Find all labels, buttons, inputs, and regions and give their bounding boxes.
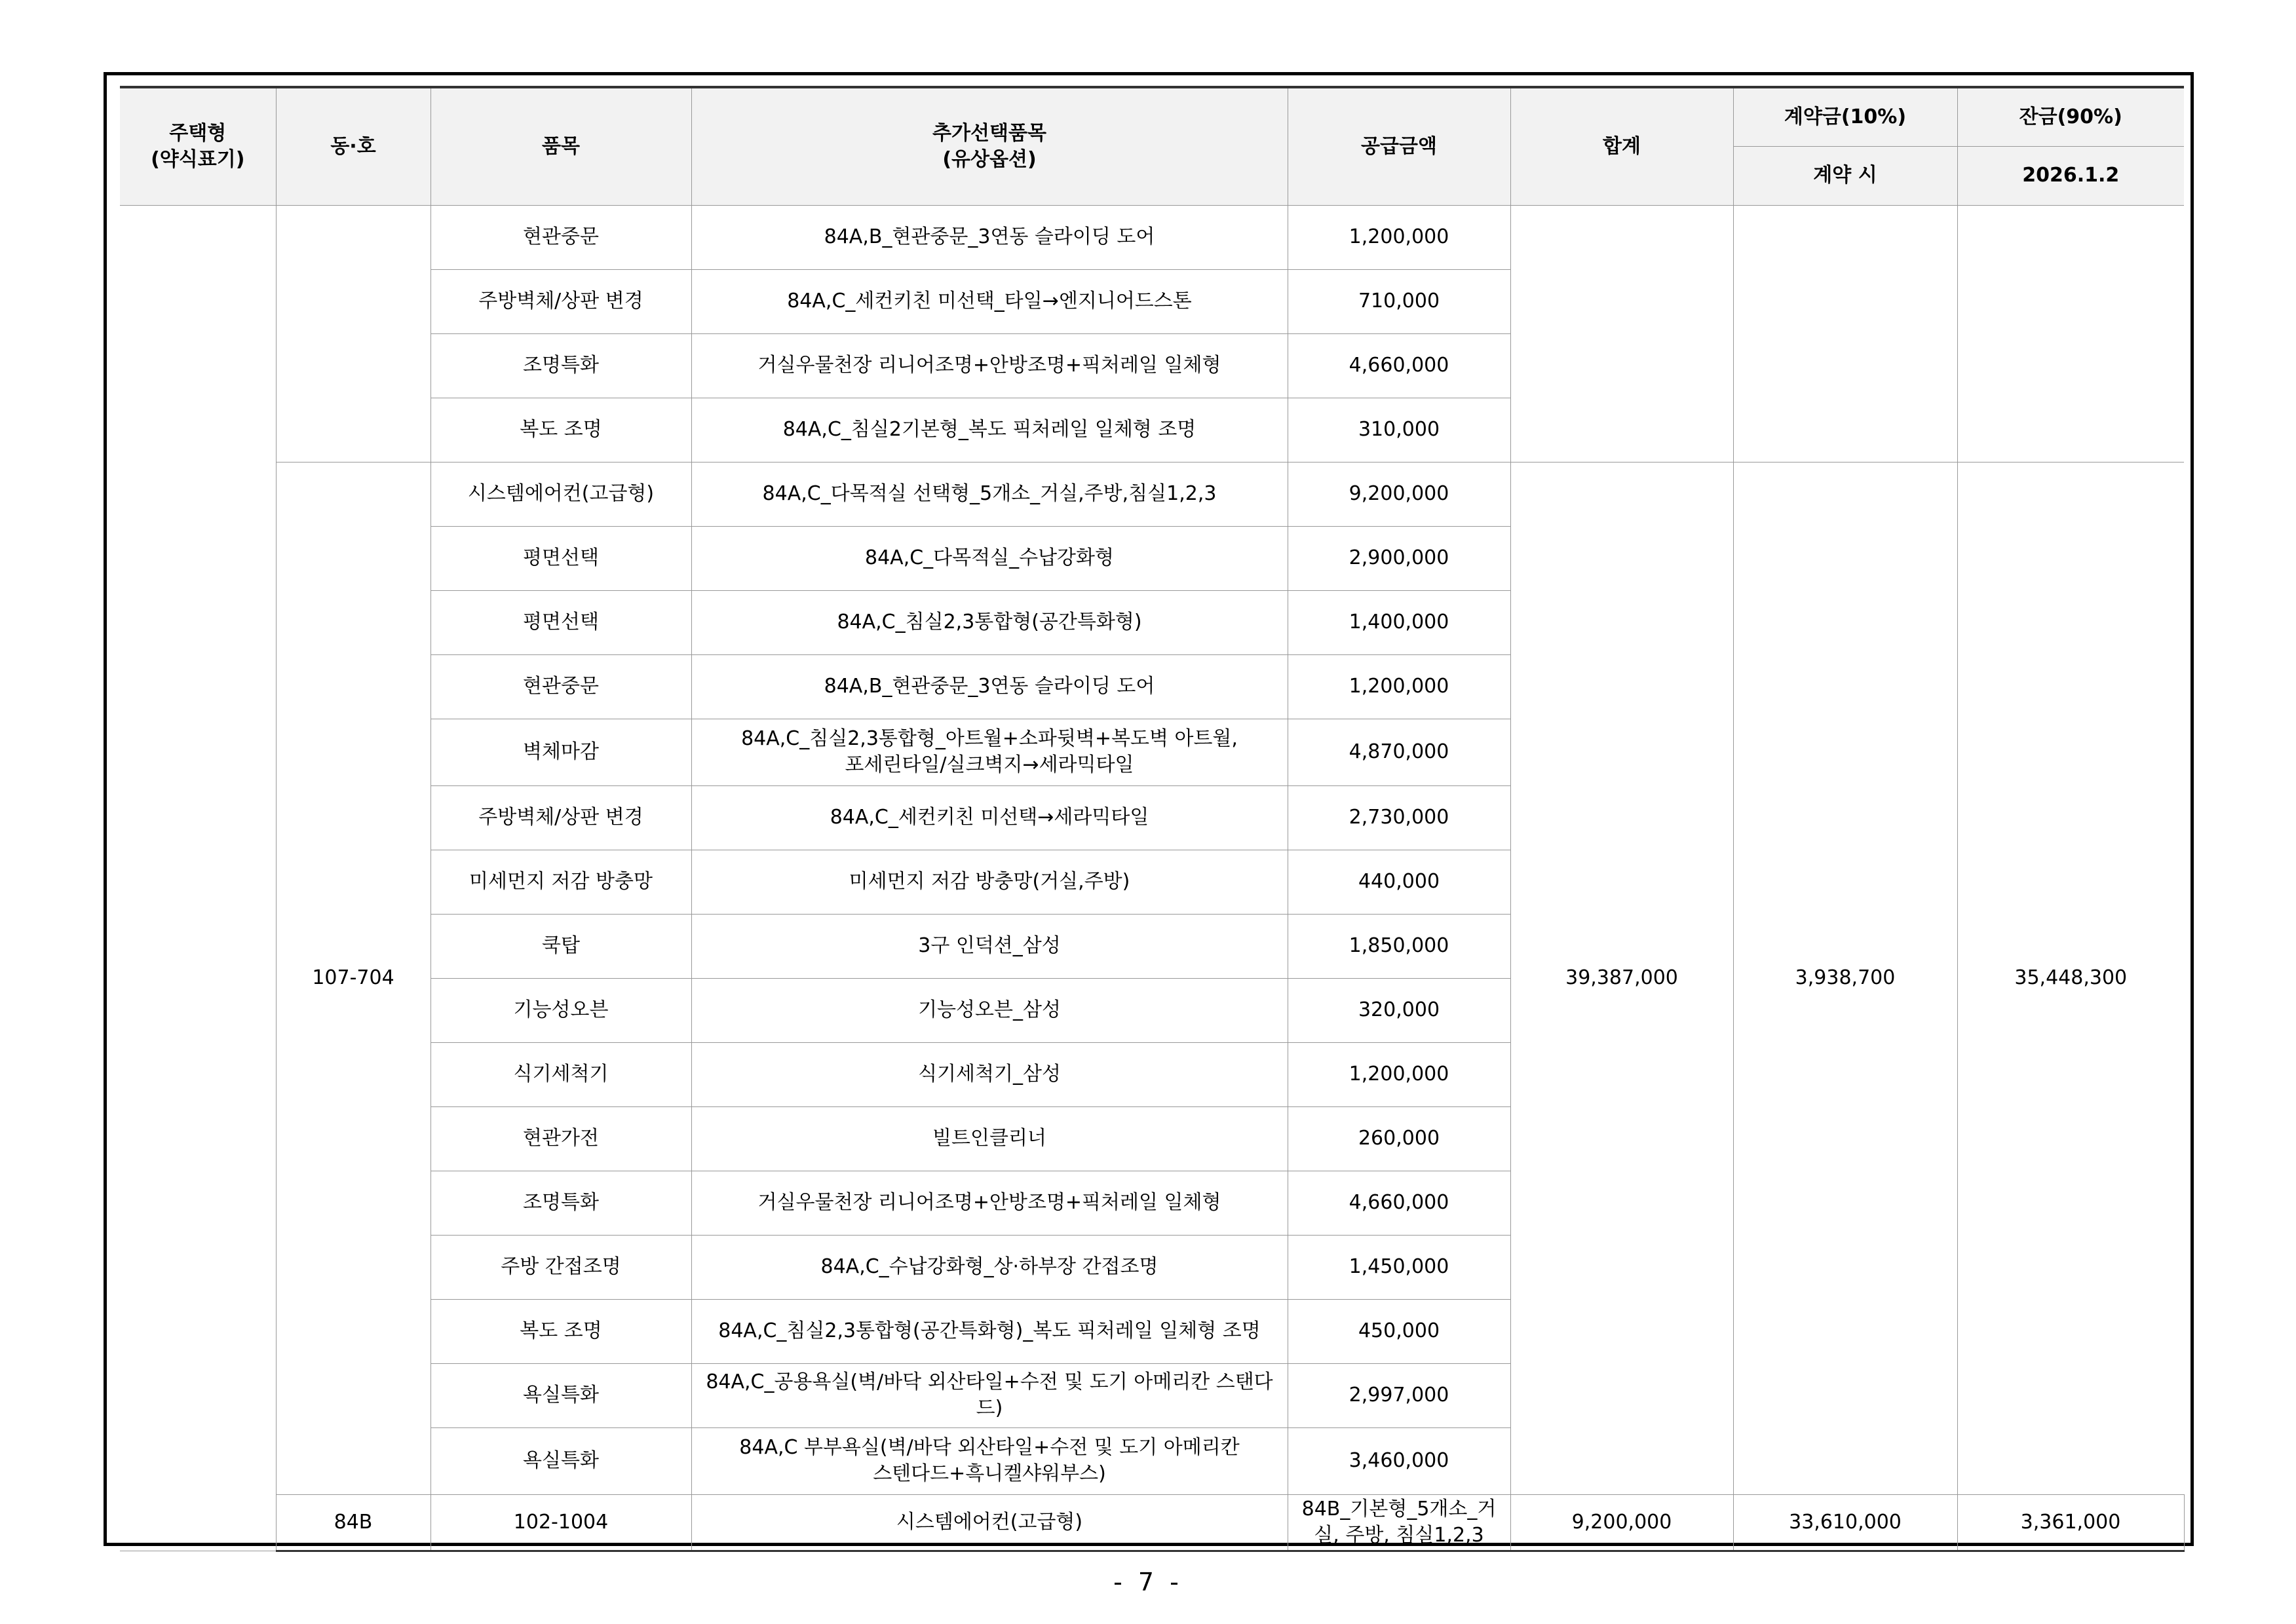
- price-cell: 2,997,000: [1288, 1363, 1510, 1427]
- price-cell: 2,730,000: [1288, 785, 1510, 850]
- option-cell: 84A,C_침실2,3통합형(공간특화형)_복도 픽처레일 일체형 조명: [691, 1299, 1288, 1363]
- item-cell: 복도 조명: [430, 1299, 691, 1363]
- header-balance-sub: 2026.1.2: [1957, 146, 2184, 205]
- option-cell: 84A,C_공용욕실(벽/바닥 외산타일+수전 및 도기 아메리칸 스탠다드): [691, 1363, 1288, 1427]
- price-cell: 260,000: [1288, 1106, 1510, 1171]
- page-number: - 7 -: [1113, 1568, 1183, 1596]
- option-cell: 84A,C_침실2기본형_복도 픽처레일 일체형 조명: [691, 398, 1288, 462]
- price-cell: 710,000: [1288, 269, 1510, 333]
- item-cell: 조명특화: [430, 333, 691, 398]
- price-cell: 440,000: [1288, 850, 1510, 914]
- option-cell: 84A,C_다목적실_수납강화형: [691, 526, 1288, 590]
- price-cell: 320,000: [1288, 978, 1510, 1042]
- unit-cell: 107-704: [276, 462, 430, 1494]
- item-cell: 평면선택: [430, 526, 691, 590]
- header-balance: 잔금(90%): [1957, 87, 2184, 146]
- price-cell: 1,200,000: [1288, 205, 1510, 269]
- option-cell: 84A,C_침실2,3통합형(공간특화형): [691, 590, 1288, 654]
- option-cell: 3구 인덕션_삼성: [691, 914, 1288, 978]
- header-type: 주택형 (약식표기): [120, 87, 276, 205]
- price-cell: 2,900,000: [1288, 526, 1510, 590]
- item-cell: 미세먼지 저감 방충망: [430, 850, 691, 914]
- unit-cell: 102-1004: [430, 1494, 691, 1551]
- price-cell: 1,400,000: [1288, 590, 1510, 654]
- item-cell: 욕실특화: [430, 1427, 691, 1494]
- item-cell: 시스템에어컨(고급형): [691, 1494, 1288, 1551]
- option-cell: 빌트인클리너: [691, 1106, 1288, 1171]
- item-cell: 조명특화: [430, 1171, 691, 1235]
- header-option: 추가선택품목 (유상옵션): [691, 87, 1288, 205]
- total-cell-continued: [1510, 205, 1733, 462]
- deposit-cell: 3,361,000: [1957, 1494, 2184, 1551]
- price-cell: 4,660,000: [1288, 1171, 1510, 1235]
- options-table: [120, 86, 2184, 1552]
- option-cell: 84A,C 부부욕실(벽/바닥 외산타일+수전 및 도기 아메리칸 스텐다드+흑니켈샤워부스): [691, 1427, 1288, 1494]
- item-cell: 욕실특화: [430, 1363, 691, 1427]
- header-item: 품목: [430, 87, 691, 205]
- option-cell: 기능성오븐_삼성: [691, 978, 1288, 1042]
- option-cell: 84A,C_침실2,3통합형_아트월+소파뒷벽+복도벽 아트월, 포세린타일/실크벽지→세라믹타일: [691, 719, 1288, 785]
- table-row: [120, 1494, 2184, 1551]
- item-cell: 주방벽체/상판 변경: [430, 269, 691, 333]
- type-cell-continued: [120, 205, 276, 1551]
- item-cell: 시스템에어컨(고급형): [430, 462, 691, 526]
- option-cell: 84A,C_세컨키친 미선택_타일→엔지니어드스톤: [691, 269, 1288, 333]
- option-cell: 거실우물천장 리니어조명+안방조명+픽처레일 일체형: [691, 1171, 1288, 1235]
- total-cell: 33,610,000: [1733, 1494, 1957, 1551]
- price-cell: 9,200,000: [1510, 1494, 1733, 1551]
- price-cell: 450,000: [1288, 1299, 1510, 1363]
- balance-cell-continued: [1957, 205, 2184, 462]
- option-cell: 식기세척기_삼성: [691, 1042, 1288, 1106]
- header-unit: 동·호: [276, 87, 430, 205]
- header-supply-price: 공급금액: [1288, 87, 1510, 205]
- item-cell: 주방벽체/상판 변경: [430, 785, 691, 850]
- price-cell: 310,000: [1288, 398, 1510, 462]
- unit-cell-continued: [276, 205, 430, 462]
- balance-cell: 35,448,300: [1957, 462, 2184, 1494]
- deposit-cell-continued: [1733, 205, 1957, 462]
- item-cell: 식기세척기: [430, 1042, 691, 1106]
- item-cell: 주방 간접조명: [430, 1235, 691, 1299]
- price-cell: 1,450,000: [1288, 1235, 1510, 1299]
- option-cell: 84A,C_수납강화형_상·하부장 간접조명: [691, 1235, 1288, 1299]
- item-cell: 벽체마감: [430, 719, 691, 785]
- price-cell: 3,460,000: [1288, 1427, 1510, 1494]
- option-cell: 84A,B_현관중문_3연동 슬라이딩 도어: [691, 654, 1288, 719]
- option-cell: 84A,B_현관중문_3연동 슬라이딩 도어: [691, 205, 1288, 269]
- type-cell: 84B: [276, 1494, 430, 1551]
- price-cell: 9,200,000: [1288, 462, 1510, 526]
- price-cell: 4,660,000: [1288, 333, 1510, 398]
- deposit-cell: 3,938,700: [1733, 462, 1957, 1494]
- header-deposit-sub: 계약 시: [1733, 146, 1957, 205]
- table-row: [120, 462, 2184, 526]
- header-deposit: 계약금(10%): [1733, 87, 1957, 146]
- price-cell: 1,850,000: [1288, 914, 1510, 978]
- item-cell: 기능성오븐: [430, 978, 691, 1042]
- price-cell: 4,870,000: [1288, 719, 1510, 785]
- table-frame: [104, 72, 2194, 1546]
- item-cell: 복도 조명: [430, 398, 691, 462]
- price-cell: 1,200,000: [1288, 654, 1510, 719]
- item-cell: 현관중문: [430, 654, 691, 719]
- price-cell: 1,200,000: [1288, 1042, 1510, 1106]
- table-row: [120, 205, 2184, 269]
- option-cell: 84A,C_세컨키친 미선택→세라믹타일: [691, 785, 1288, 850]
- total-cell: 39,387,000: [1510, 462, 1733, 1494]
- item-cell: 현관중문: [430, 205, 691, 269]
- option-cell: 거실우물천장 리니어조명+안방조명+픽처레일 일체형: [691, 333, 1288, 398]
- item-cell: 평면선택: [430, 590, 691, 654]
- option-cell: 84B_기본형_5개소_거실, 주방, 침실1,2,3: [1288, 1494, 1510, 1551]
- option-cell: 미세먼지 저감 방충망(거실,주방): [691, 850, 1288, 914]
- item-cell: 현관가전: [430, 1106, 691, 1171]
- item-cell: 쿡탑: [430, 914, 691, 978]
- header-total: 합계: [1510, 87, 1733, 205]
- option-cell: 84A,C_다목적실 선택형_5개소_거실,주방,침실1,2,3: [691, 462, 1288, 526]
